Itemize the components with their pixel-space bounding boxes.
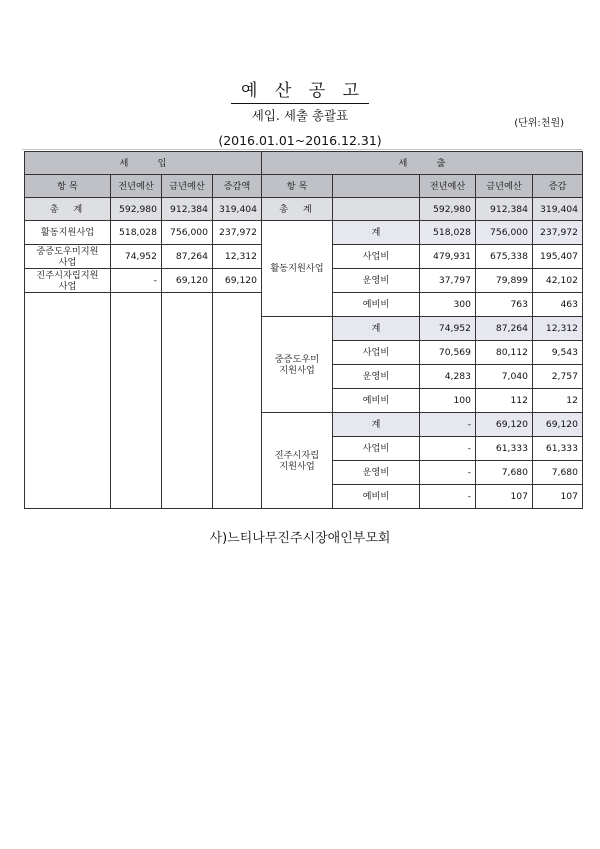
exp-col-diff: 증감 bbox=[533, 175, 583, 198]
rev-col-item: 항 목 bbox=[25, 175, 111, 198]
revenue-row-item: 중증도우미지원 사업 bbox=[25, 245, 111, 269]
expense-row-diff: 12 bbox=[533, 389, 583, 413]
header-divider bbox=[22, 149, 582, 150]
expense-row-curr: 112 bbox=[476, 389, 533, 413]
revenue-empty-cell bbox=[111, 293, 162, 509]
expense-group-name: 진주시자립 지원사업 bbox=[262, 413, 333, 509]
expense-row-sub: 계 bbox=[333, 221, 420, 245]
expense-row-sub: 예비비 bbox=[333, 293, 420, 317]
expense-row-diff: 7,680 bbox=[533, 461, 583, 485]
expense-row-prev: - bbox=[420, 437, 476, 461]
exp-col-item: 항 목 bbox=[262, 175, 333, 198]
exp-col-prev: 전년예산 bbox=[420, 175, 476, 198]
budget-summary-table bbox=[24, 151, 583, 509]
exp-col-sub bbox=[333, 175, 420, 198]
expense-row-prev: 100 bbox=[420, 389, 476, 413]
expense-row-diff: 2,757 bbox=[533, 365, 583, 389]
revenue-empty-cell bbox=[162, 293, 213, 509]
expense-row-sub: 계 bbox=[333, 317, 420, 341]
revenue-row-curr: 756,000 bbox=[162, 221, 213, 245]
expense-group-name: 중증도우미 지원사업 bbox=[262, 317, 333, 413]
period-label: (2016.01.01~2016.12.31) bbox=[218, 133, 382, 148]
expense-row-curr: 61,333 bbox=[476, 437, 533, 461]
expense-row-sub: 사업비 bbox=[333, 341, 420, 365]
expense-row-prev: 4,283 bbox=[420, 365, 476, 389]
revenue-empty-cell bbox=[213, 293, 262, 509]
expense-row-prev: - bbox=[420, 413, 476, 437]
rev-col-prev: 전년예산 bbox=[111, 175, 162, 198]
organization-name: 사)느티나무진주시장애인부모회 bbox=[209, 531, 391, 546]
expense-row-diff: 42,102 bbox=[533, 269, 583, 293]
revenue-empty-cell bbox=[25, 293, 111, 509]
expense-row-diff: 12,312 bbox=[533, 317, 583, 341]
revenue-row-item: 활동지원사업 bbox=[25, 221, 111, 245]
expense-group-name: 활동지원사업 bbox=[262, 221, 333, 317]
expense-row-sub: 사업비 bbox=[333, 437, 420, 461]
expense-row-prev: 70,569 bbox=[420, 341, 476, 365]
revenue-row-prev: - bbox=[111, 269, 162, 293]
expense-row-curr: 69,120 bbox=[476, 413, 533, 437]
expense-row-sub: 운영비 bbox=[333, 365, 420, 389]
expense-row-prev: 37,797 bbox=[420, 269, 476, 293]
rev-total-curr: 912,384 bbox=[162, 198, 213, 221]
rev-total-diff: 319,404 bbox=[213, 198, 262, 221]
rev-total-label: 총 계 bbox=[25, 198, 111, 221]
expense-row-curr: 87,264 bbox=[476, 317, 533, 341]
revenue-header: 세 입 bbox=[25, 152, 262, 175]
revenue-row-curr: 87,264 bbox=[162, 245, 213, 269]
expense-row-prev: 479,931 bbox=[420, 245, 476, 269]
expense-row-curr: 107 bbox=[476, 485, 533, 509]
revenue-row-prev: 518,028 bbox=[111, 221, 162, 245]
expense-row-diff: 107 bbox=[533, 485, 583, 509]
exp-total-sub bbox=[333, 198, 420, 221]
revenue-row-diff: 237,972 bbox=[213, 221, 262, 245]
revenue-row-prev: 74,952 bbox=[111, 245, 162, 269]
document-title: 예 산 공 고 bbox=[0, 76, 600, 101]
expense-row-diff: 463 bbox=[533, 293, 583, 317]
expense-row-curr: 675,338 bbox=[476, 245, 533, 269]
expense-row-curr: 80,112 bbox=[476, 341, 533, 365]
exp-total-diff: 319,404 bbox=[533, 198, 583, 221]
revenue-row-curr: 69,120 bbox=[162, 269, 213, 293]
exp-total-prev: 592,980 bbox=[420, 198, 476, 221]
expense-row-curr: 79,899 bbox=[476, 269, 533, 293]
revenue-row-diff: 12,312 bbox=[213, 245, 262, 269]
exp-col-curr: 금년예산 bbox=[476, 175, 533, 198]
expense-row-prev: - bbox=[420, 485, 476, 509]
expense-row-diff: 237,972 bbox=[533, 221, 583, 245]
expense-row-diff: 9,543 bbox=[533, 341, 583, 365]
expense-row-curr: 756,000 bbox=[476, 221, 533, 245]
expense-header: 세 출 bbox=[262, 152, 583, 175]
unit-label: (단위:천원) bbox=[514, 118, 564, 129]
rev-total-prev: 592,980 bbox=[111, 198, 162, 221]
expense-row-curr: 7,040 bbox=[476, 365, 533, 389]
document-subtitle: 세입. 세출 총괄표 bbox=[251, 108, 349, 123]
expense-row-curr: 763 bbox=[476, 293, 533, 317]
expense-row-sub: 운영비 bbox=[333, 461, 420, 485]
expense-row-diff: 61,333 bbox=[533, 437, 583, 461]
expense-row-curr: 7,680 bbox=[476, 461, 533, 485]
expense-row-sub: 예비비 bbox=[333, 485, 420, 509]
exp-total-label: 총 계 bbox=[262, 198, 333, 221]
expense-row-prev: - bbox=[420, 461, 476, 485]
expense-row-diff: 69,120 bbox=[533, 413, 583, 437]
expense-row-sub: 계 bbox=[333, 413, 420, 437]
rev-col-diff: 증감액 bbox=[213, 175, 262, 198]
rev-col-curr: 금년예산 bbox=[162, 175, 213, 198]
expense-row-prev: 300 bbox=[420, 293, 476, 317]
revenue-row-item: 진주시자립지원 사업 bbox=[25, 269, 111, 293]
expense-row-diff: 195,407 bbox=[533, 245, 583, 269]
expense-row-sub: 사업비 bbox=[333, 245, 420, 269]
expense-row-prev: 74,952 bbox=[420, 317, 476, 341]
expense-row-sub: 예비비 bbox=[333, 389, 420, 413]
expense-row-sub: 운영비 bbox=[333, 269, 420, 293]
exp-total-curr: 912,384 bbox=[476, 198, 533, 221]
revenue-row-diff: 69,120 bbox=[213, 269, 262, 293]
expense-row-prev: 518,028 bbox=[420, 221, 476, 245]
